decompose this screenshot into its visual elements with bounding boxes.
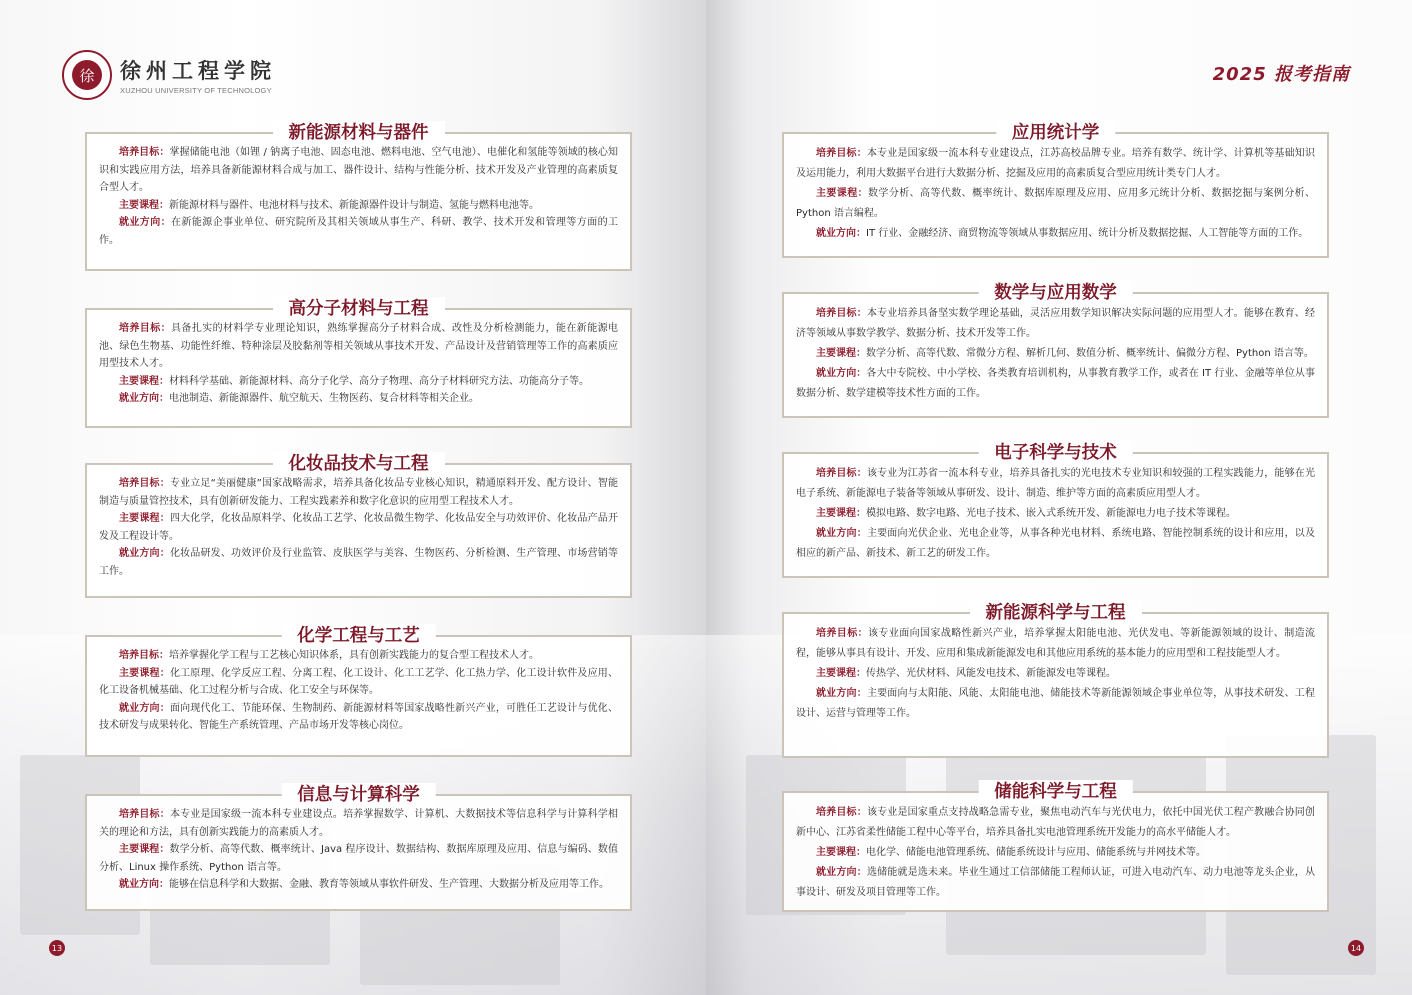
training-goal: 培养目标：培养掌握化学工程与工艺核心知识体系，具有创新实践能力的复合型工程技术人才。 [119, 650, 539, 661]
goal-label: 培养目标： [816, 308, 867, 319]
training-goal: 培养目标：该专业为江苏省一流本科专业，培养具备扎实的光电技术专业知识和较强的工程实践能力，能够在光电子系统、新能源电子装备等领域从事研发、设计、制造、维护等方面的高素质应用型人才。 [796, 468, 1315, 499]
training-goal: 培养目标：本专业是国家级一流本科专业建设点，江苏高校品牌专业。培养有数学、统计学、计算机等基础知识及运用能力，利用大数据平台进行大数据分析、挖掘及应用的高素质复合型应用统计类专门人才。 [796, 148, 1315, 179]
major-title: 化学工程与工艺 [281, 624, 436, 648]
goal-label: 培养目标： [816, 148, 867, 159]
major-card [782, 603, 1329, 758]
major-title: 储能科学与工程 [978, 780, 1133, 804]
job-label: 就业方向： [119, 217, 172, 228]
career-direction: 就业方向：选储能就是选未来。毕业生通过工信部储能工程师认证，可进入电动汽车、动力电池等龙头企业，从事设计、研发及项目管理等工作。 [796, 867, 1315, 898]
course-label: 主要课程： [816, 348, 866, 359]
goal-label: 培养目标： [119, 478, 170, 489]
job-label: 就业方向： [816, 368, 867, 379]
major-title: 新能源科学与工程 [970, 601, 1142, 625]
main-courses: 主要课程：化工原理、化学反应工程、分离工程、化工设计、化工工艺学、化工热力学、化工设计软件及应用、化工设备机械基础、化工过程分析与合成、化工安全与环保等。 [99, 667, 618, 696]
career-direction: 就业方向：在新能源企事业单位、研究院所及其相关领域从事生产、科研、教学、技术开发和管理等方面的工作。 [99, 217, 619, 246]
page-number: 14 [1348, 940, 1364, 956]
major-card [85, 626, 632, 757]
training-goal: 培养目标：本专业培养具备坚实数学理论基础，灵活应用数学知识解决实际问题的应用型人才。能够在教育、经济等领域从事数学教学、数据分析、技术开发等工作。 [796, 308, 1315, 339]
main-courses: 主要课程：传热学、光伏材料、风能发电技术、新能源发电等课程。 [816, 668, 1116, 679]
job-label: 就业方向： [816, 867, 867, 878]
major-card [85, 299, 632, 428]
job-label: 就业方向： [816, 688, 867, 699]
goal-label: 培养目标： [816, 628, 869, 639]
major-card [782, 123, 1329, 258]
logo-english-name: XUZHOU UNIVERSITY OF TECHNOLOGY [120, 86, 272, 95]
training-goal: 培养目标：具备扎实的材料学专业理论知识，熟练掌握高分子材料合成、改性及分析检测能力，能在新能源电池、绿色生物基、功能性纤维、特种涂层及胶黏剂等相关领域从事技术开发、产品设计及营销管理等工作的高素质应用型技术人才。 [99, 323, 619, 369]
career-direction: 就业方向：能够在信息科学和大数据、金融、教育等领域从事软件研发、生产管理、大数据分析及应用等工作。 [119, 879, 609, 890]
career-direction: 就业方向：各大中专院校、中小学校、各类教育培训机构，从事教育教学工作，或者在 IT 行业、金融等单位从事数据分析、数学建模等技术性方面的工作。 [796, 368, 1316, 399]
main-courses: 主要课程：四大化学，化妆品原料学、化妆品工艺学、化妆品微生物学、化妆品安全与功效评价、化妆品产品开发及工程设计等。 [99, 513, 618, 542]
page-number: 13 [49, 940, 65, 956]
university-logo [62, 50, 276, 100]
goal-label: 培养目标： [816, 807, 867, 818]
main-courses: 主要课程：新能源材料与器件、电池材料与技术、新能源器件设计与制造、氢能与燃料电池等。 [119, 199, 539, 211]
course-label: 主要课程： [119, 199, 169, 211]
main-courses: 主要课程：材料科学基础、新能源材料、高分子化学、高分子物理、高分子材料研究方法、功能高分子等。 [119, 375, 589, 387]
main-courses: 主要课程：数学分析、高等代数、概率统计、数据库原理及应用、应用多元统计分析、数据挖掘与案例分析、Python 语言编程。 [796, 188, 1316, 219]
course-label: 主要课程： [816, 847, 866, 858]
main-courses: 主要课程：数学分析、高等代数、概率统计、Java 程序设计、数据结构、数据库原理及应用、信息与编码、数值分析、Linux 操作系统、Python 语言等。 [99, 844, 618, 873]
admission-guide-title: 2025 报考指南 [1212, 64, 1350, 85]
major-card [782, 782, 1329, 912]
course-label: 主要课程： [119, 844, 170, 855]
career-direction: 就业方向：电池制造、新能源器件、航空航天、生物医药、复合材料等相关企业。 [119, 393, 479, 404]
training-goal: 培养目标：专业立足“美丽健康”国家战略需求，培养具备化妆品专业核心知识，精通原料开发、配方设计、智能制造与质量管控技术，具有创新研发能力、工程实践素养和数字化意识的应用型工程技术人才。 [99, 478, 618, 507]
major-card [782, 283, 1329, 418]
major-title: 化妆品技术与工程 [273, 452, 445, 476]
major-card [85, 785, 632, 911]
goal-label: 培养目标： [119, 809, 170, 820]
course-label: 主要课程： [119, 513, 170, 524]
main-courses: 主要课程：数学分析、高等代数、常微分方程、解析几何、数值分析、概率统计、偏微分方程、Python 语言等。 [816, 348, 1314, 359]
career-direction: 就业方向：面向现代化工、节能环保、生物制药、新能源材料等国家战略性新兴产业，可胜任工艺设计与优化、技术研发与成果转化、智能生产系统管理、产品市场开发等核心岗位。 [99, 702, 618, 731]
training-goal: 培养目标：该专业是国家重点支持战略急需专业，聚焦电动汽车与光伏电力，依托中国光伏工程产教融合协同创新中心、江苏省柔性储能工程中心等平台，培养具备扎实电池管理系统开发能力的高水平储能人才。 [796, 807, 1315, 838]
course-label: 主要课程： [816, 508, 866, 519]
major-title: 新能源材料与器件 [273, 121, 445, 145]
training-goal: 培养目标：本专业是国家级一流本科专业建设点。培养掌握数学、计算机、大数据技术等信息科学与计算科学相关的理论和方法，具有创新实践能力的高素质人才。 [99, 809, 618, 838]
major-title: 应用统计学 [996, 121, 1116, 145]
course-label: 主要课程： [816, 188, 869, 199]
course-label: 主要课程： [816, 668, 866, 679]
logo-chinese-name: 徐州工程学院 [120, 58, 276, 83]
goal-label: 培养目标： [119, 147, 170, 158]
major-card [85, 454, 632, 598]
goal-label: 培养目标： [119, 323, 172, 334]
job-label: 就业方向： [119, 879, 169, 890]
right-page [706, 0, 1412, 995]
course-label: 主要课程： [119, 667, 170, 679]
major-title: 信息与计算科学 [281, 783, 436, 807]
training-goal: 培养目标：掌握储能电池（如锂 / 钠离子电池、固态电池、燃料电池、空气电池）、电催化和氢能等领域的核心知识和实践应用方法，培养具备新能源材料合成与加工、器件设计、结构与性能分析、技术开发及产业管理的高素质复合型人才。 [99, 147, 619, 193]
major-card [85, 123, 632, 271]
major-title: 数学与应用数学 [978, 281, 1133, 305]
major-title: 电子科学与技术 [978, 441, 1133, 465]
career-direction: 就业方向：IT 行业、金融经济、商贸物流等领域从事数据应用、统计分析及数据挖掘、人工智能等方面的工作。 [816, 228, 1309, 239]
major-title: 高分子材料与工程 [273, 297, 445, 321]
job-label: 就业方向： [119, 548, 170, 559]
main-courses: 主要课程：模拟电路、数字电路、光电子技术、嵌入式系统开发、新能源电力电子技术等课程。 [816, 508, 1236, 519]
goal-label: 培养目标： [816, 468, 867, 479]
training-goal: 培养目标：该专业面向国家战略性新兴产业，培养掌握太阳能电池、光伏发电、等新能源领域的设计、制造流程，能够从事具有设计、开发、应用和集成新能源发电和其他应用系统的基本能力的应用型和工程技能型人才。 [796, 628, 1316, 659]
career-direction: 就业方向：主要面向与太阳能、风能、太阳能电池、储能技术等新能源领域企事业单位等，从事技术研发、工程设计、运营与管理等工作。 [796, 688, 1315, 719]
job-label: 就业方向： [119, 702, 170, 714]
goal-label: 培养目标： [119, 650, 169, 661]
job-label: 就业方向： [119, 393, 169, 404]
job-label: 就业方向： [816, 528, 867, 539]
job-label: 就业方向： [816, 228, 866, 239]
course-label: 主要课程： [119, 375, 169, 387]
career-direction: 就业方向：主要面向光伏企业、光电企业等，从事各种光电材料、系统电路、智能控制系统的设计和应用，以及相应的新产品、新技术、新工艺的研发工作。 [796, 528, 1315, 559]
main-courses: 主要课程：电化学、储能电池管理系统、储能系统设计与应用、储能系统与并网技术等。 [816, 847, 1206, 858]
career-direction: 就业方向：化妆品研发、功效评价及行业监管、皮肤医学与美容、生物医药、分析检测、生产管理、市场营销等工作。 [99, 548, 618, 577]
major-card [782, 443, 1329, 578]
university-seal-icon: 徐 [62, 50, 112, 100]
